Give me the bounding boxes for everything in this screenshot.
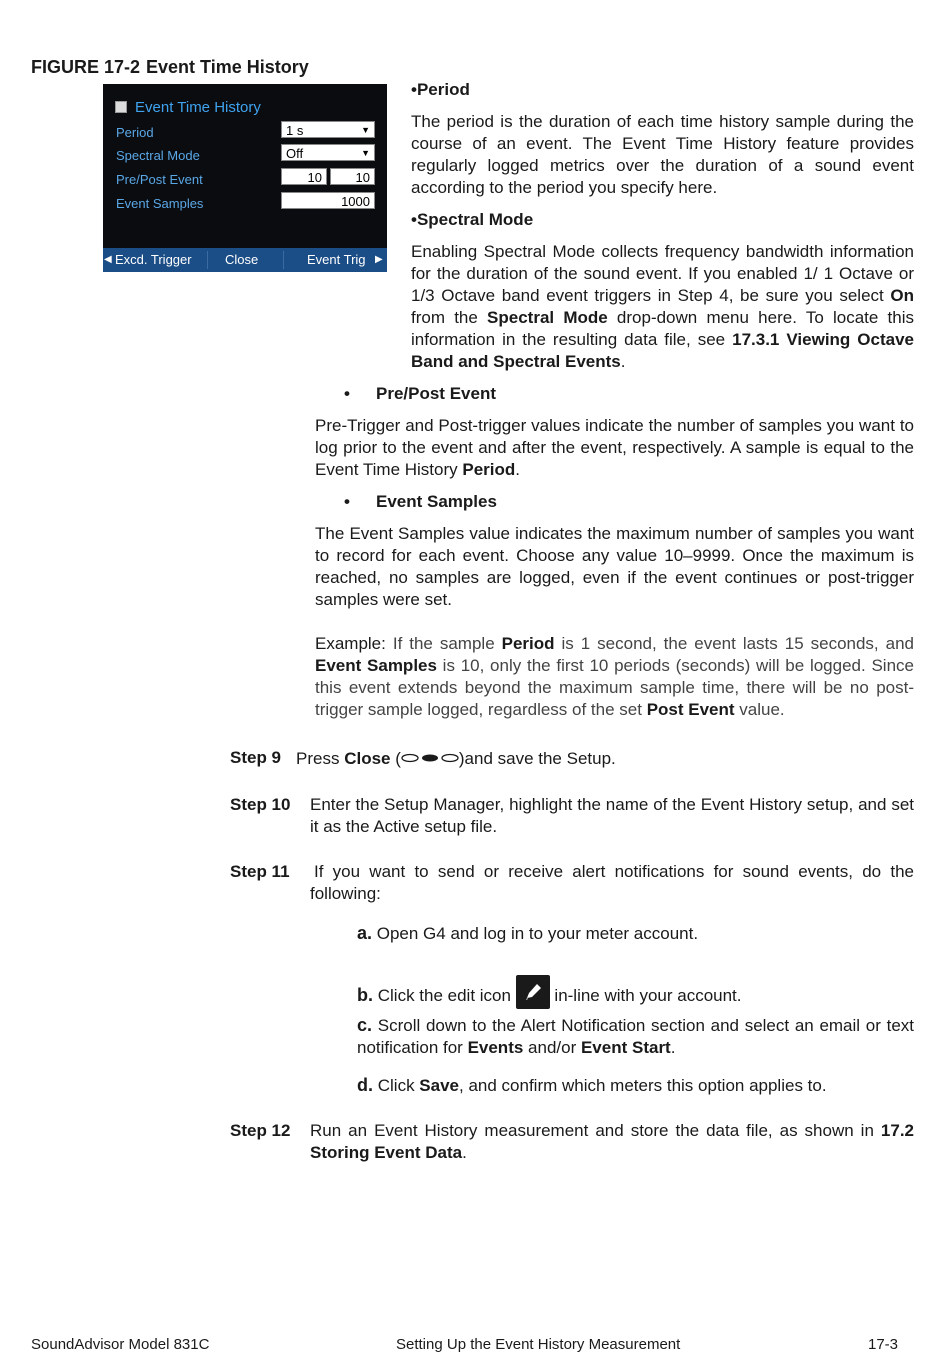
example-text: Example: If the sample Period is 1 second, the event lasts 15 seconds, and Event Samples is 10, only the first 10 periods (seconds) will be logged. Since this event extends beyond the maximum sample time, there will be no post-trigger sample logged, regardless of the set Post Event value. xyxy=(315,634,914,719)
figure-title xyxy=(31,56,309,78)
samples-heading: Event Samples xyxy=(376,492,497,511)
pre-event-input[interactable]: 10 xyxy=(281,168,327,185)
softkey-exceed-trigger[interactable]: Excd. Trigger xyxy=(115,252,192,267)
edit-icon xyxy=(516,975,550,1009)
right-arrow-icon: ▶ xyxy=(375,254,383,265)
softkey-ovals-icon xyxy=(401,747,459,769)
softkey-bar xyxy=(103,248,387,272)
left-arrow-icon: ◀ xyxy=(104,254,112,265)
samples-bullet: • xyxy=(344,492,350,511)
step-11-label: Step 11 xyxy=(230,862,290,881)
prepost-text: Pre-Trigger and Post-trigger values indicate the number of samples you want to log prior to the event and after the event, respectively. A sample is equal to the Event Time History Period. xyxy=(315,416,914,479)
event-samples-label: Event Samples xyxy=(116,196,204,211)
period-select[interactable] xyxy=(281,121,375,138)
prepost-bullet: • xyxy=(344,384,350,403)
spectral-mode-select-value: Off xyxy=(286,146,304,161)
substep-b: b. Click the edit icon in-line with your account. xyxy=(357,975,742,1009)
post-event-input[interactable]: 10 xyxy=(330,168,375,185)
spectral-mode-select[interactable] xyxy=(281,144,375,161)
softkey-divider xyxy=(207,251,208,269)
substep-d: d. Click Save, and confirm which meters this option applies to. xyxy=(357,1075,827,1095)
footer-section: Setting Up the Event History Measurement xyxy=(396,1336,681,1353)
figure-caption: Event Time History xyxy=(146,57,309,77)
figure-label: FIGURE 17-2 xyxy=(31,57,141,77)
screen-header-label: Event Time History xyxy=(135,99,261,116)
period-label: Period xyxy=(116,125,154,140)
footer-page-number: 17-3 xyxy=(868,1336,899,1353)
spectral-heading: •Spectral Mode xyxy=(411,210,534,229)
substep-c: c. Scroll down to the Alert Notification section and select an email or text notification for Events and/or Event Start. xyxy=(357,1015,914,1057)
footer-product: SoundAdvisor Model 831C xyxy=(31,1336,210,1353)
enable-checkbox[interactable] xyxy=(115,101,127,113)
step-9-text: Press Close ( )and save the Setup. xyxy=(296,749,616,768)
period-text: The period is the duration of each time history sample during the course of an event. The Event Time History feature provides regularly logged metrics over the duration of a sound event according to the period you specify here. xyxy=(411,112,914,197)
step-12-text: Run an Event History measurement and store the data file, as shown in 17.2 Storing Event Data. xyxy=(310,1121,914,1162)
softkey-event-trig[interactable]: Event Trig xyxy=(307,252,366,267)
softkey-divider xyxy=(283,251,284,269)
substep-a: a. Open G4 and log in to your meter account. xyxy=(357,923,699,943)
step-12-label: Step 12 xyxy=(230,1121,291,1140)
samples-text: The Event Samples value indicates the maximum number of samples you want to record for each event. Choose any value 10–9999. Once the maximum is reached, no samples are logged, even if the event continues or post-trigger samples were set. xyxy=(315,524,914,609)
pre-post-label: Pre/Post Event xyxy=(116,172,203,187)
prepost-heading: Pre/Post Event xyxy=(376,384,496,403)
period-heading: •Period xyxy=(411,80,470,99)
spectral-mode-label: Spectral Mode xyxy=(116,148,200,163)
period-select-value: 1 s xyxy=(286,123,304,138)
softkey-close[interactable]: Close xyxy=(225,252,259,267)
device-screen xyxy=(103,84,387,272)
step-10-label: Step 10 xyxy=(230,795,291,814)
event-samples-input[interactable]: 1000 xyxy=(281,192,375,209)
step-10-text: Enter the Setup Manager, highlight the name of the Event History setup, and set it as the Active setup file. xyxy=(310,795,914,836)
spectral-text: Enabling Spectral Mode collects frequency bandwidth information for the duration of the sound event. If you enabled 1/ 1 Octave or 1/3 Octave band event triggers in Step 4, be sure you select On from the Spectral Mode drop-down menu here. To locate this information in the resulting data file, see 17.3.1 Viewing Octave Band and Spectral Events. xyxy=(411,242,915,371)
step-11-text: If you want to send or receive alert notifications for sound events, do the following: xyxy=(310,862,914,903)
screen-header xyxy=(115,97,261,119)
step-9-label: Step 9 xyxy=(230,748,282,767)
